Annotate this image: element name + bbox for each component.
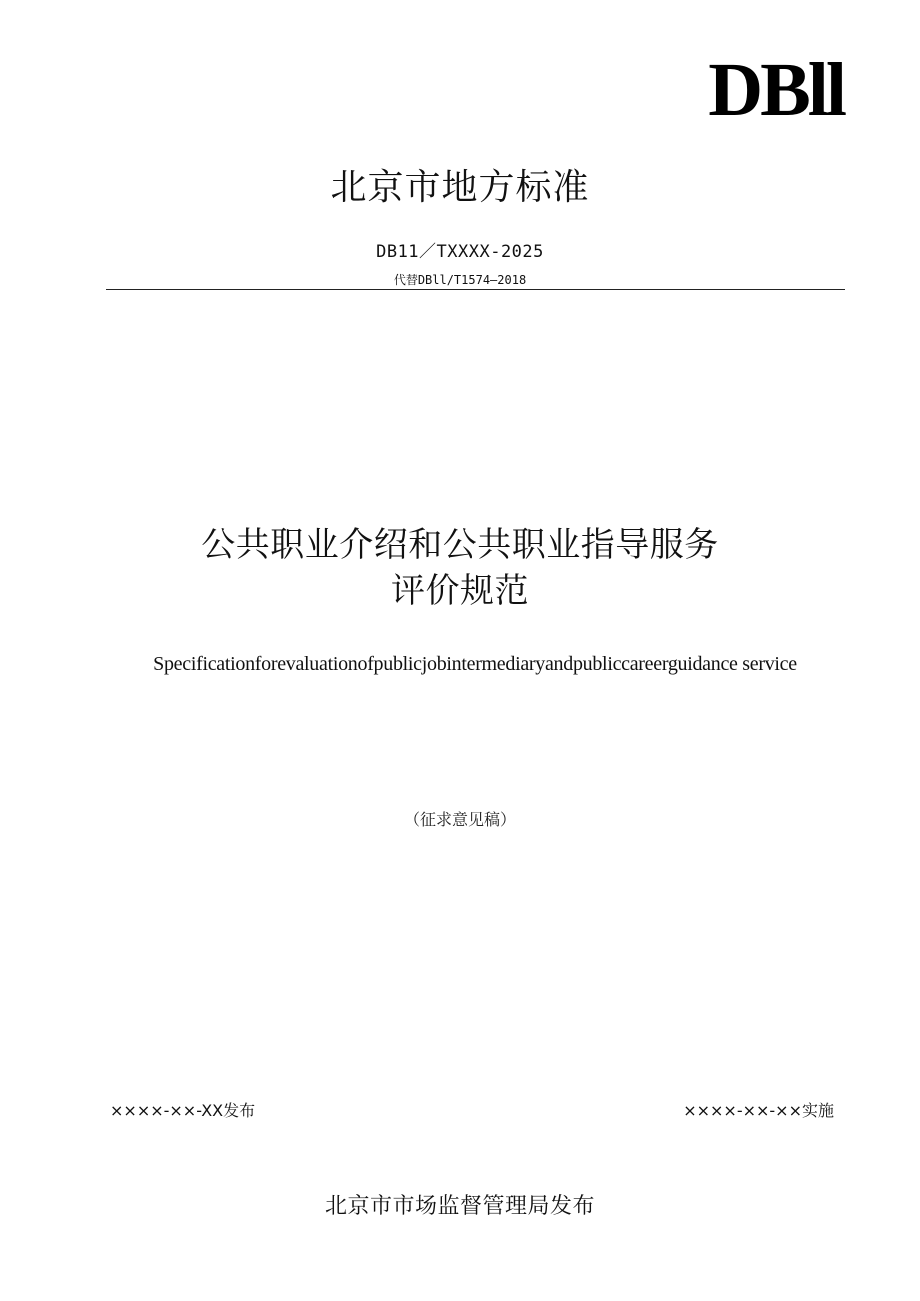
document-title-cn <box>0 522 920 614</box>
draft-status: （征求意见稿） <box>403 810 516 829</box>
standard-logo: DBll <box>708 48 844 132</box>
document-title-en: Specificationforevaluationofpublicjobintermediaryandpubliccareerguidance service <box>153 653 797 675</box>
standard-code: DB11／TXXXX-2025 <box>376 242 544 262</box>
standard-type-heading: 北京市地方标准 <box>330 167 590 208</box>
implementation-date: ××××-××-××实施 <box>683 1101 834 1120</box>
document-title-line-1: 公共职业介绍和公共职业指导服务 <box>201 525 719 565</box>
header-divider <box>106 289 845 290</box>
issue-date: ××××-××-XX发布 <box>110 1101 256 1120</box>
publisher: 北京市市场监督管理局发布 <box>324 1194 595 1219</box>
replaces-standard: 代替DBll/T1574—2018 <box>393 273 527 287</box>
document-title-line-2: 评价规范 <box>391 571 529 611</box>
